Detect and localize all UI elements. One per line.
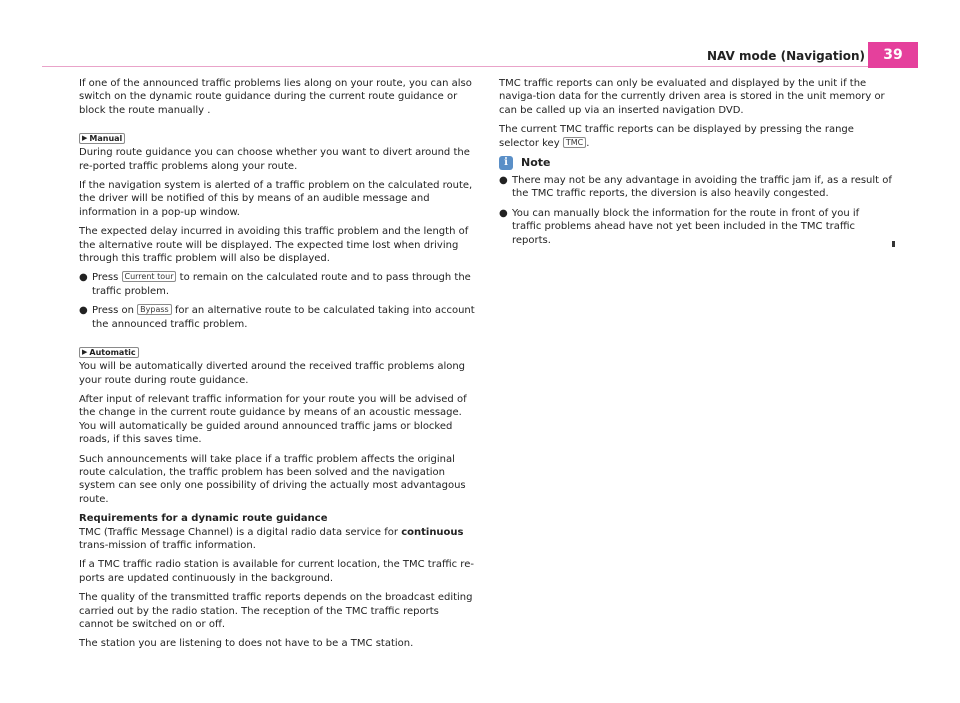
list-item [499,207,895,247]
subheading: Requirements for a dynamic route guidance [79,513,328,525]
key-tmc: TMC [563,137,586,148]
paragraph [79,526,475,553]
header-rule [42,66,918,67]
text: Press [92,272,122,284]
tag-automatic [79,347,139,358]
paragraph: The station you are listening to does not have to be a TMC station. [79,638,414,650]
paragraph: The expected delay incurred in avoiding this traffic problem and the length of the alternative route will be displayed. The expected time lost when driving through this traffic problem will also be displayed. [79,226,469,265]
bullet-dot-icon: ● [79,272,88,284]
text: TMC (Traffic Message Channel) is a digital radio data service for [79,526,402,538]
list-item [79,271,475,298]
bullet-dot-icon: ● [499,207,508,219]
text: The current TMC traffic reports can be displayed by pressing the range selector key [499,124,854,149]
triangle-right-icon: ▶ [82,134,88,143]
paragraph: Such announcements will take place if a traffic problem affects the original route calculation, the traffic problem has been solved and the navigation system can see only one possibility of driving the actually most advantagous route. [79,453,466,505]
text: trans-mission of traffic information. [79,539,256,551]
note-title: Note [521,156,551,170]
page-number-badge: 39 [868,42,918,68]
tag-manual [79,133,125,144]
list-item [499,174,895,201]
paragraph: If a TMC traffic radio station is available for current location, the TMC traffic re-ports are updated continuously in the background. [79,559,474,584]
bullet-dot-icon: ● [499,175,508,187]
tag-label: Manual [89,134,123,144]
end-square-icon [892,241,895,247]
key-current-tour: Current tour [122,271,177,282]
text: . [586,137,590,149]
note-header [499,156,895,170]
text: to remain on the calculated route and to pass through the traffic problem. [92,272,471,297]
list-item [79,304,475,331]
paragraph: You will be automatically diverted around the received traffic problems along your route during route guidance. [79,361,466,386]
text: You can manually block the information for the route in front of you if traffic problems ahead have not yet been included in the TMC traffic reports. [512,207,860,246]
paragraph: If one of the announced traffic problems lies along on your route, you can also switch on the dynamic route guidance during the current route guidance or block the route manually . [79,78,472,116]
tag-label: Automatic [89,348,136,358]
text: There may not be any advantage in avoiding the traffic jam if, as a result of the TMC traffic reports, the diversion is also heavily congested. [512,175,892,200]
text: Press on [92,305,138,317]
paragraph: After input of relevant traffic information for your route you will be advised of the change in the current route guidance by means of an acoustic message. You will automatically be guided around announced traffic jams or blocked roads, if this saves time. [79,393,467,446]
paragraph: During route guidance you can choose whether you want to divert around the re-ported traffic problems along your route. [79,147,470,172]
bold-text: continuous [401,526,464,538]
section-title: NAV mode (Navigation) [706,49,865,63]
bullet-dot-icon: ● [79,305,88,317]
paragraph: If the navigation system is alerted of a traffic problem on the calculated route, the driver will be notified of this by means of an audible message and information in a pop-up window. [79,180,473,218]
paragraph [499,123,895,150]
key-bypass: Bypass [137,304,172,315]
paragraph: TMC traffic reports can only be evaluated and displayed by the unit if the naviga-tion data for the currently driven area is stored in the unit memory or can be called up via an inserted navigation DVD. [499,78,885,116]
info-icon: i [499,156,513,170]
triangle-right-icon: ▶ [82,348,88,357]
right-column [499,77,895,253]
text: for an alternative route to be calculated taking into account the announced traffic problem. [92,305,475,330]
left-column [79,77,475,657]
paragraph: The quality of the transmitted traffic reports depends on the broadcast editing carried out by the radio station. The reception of the TMC traffic reports cannot be switched on or off. [79,592,473,630]
